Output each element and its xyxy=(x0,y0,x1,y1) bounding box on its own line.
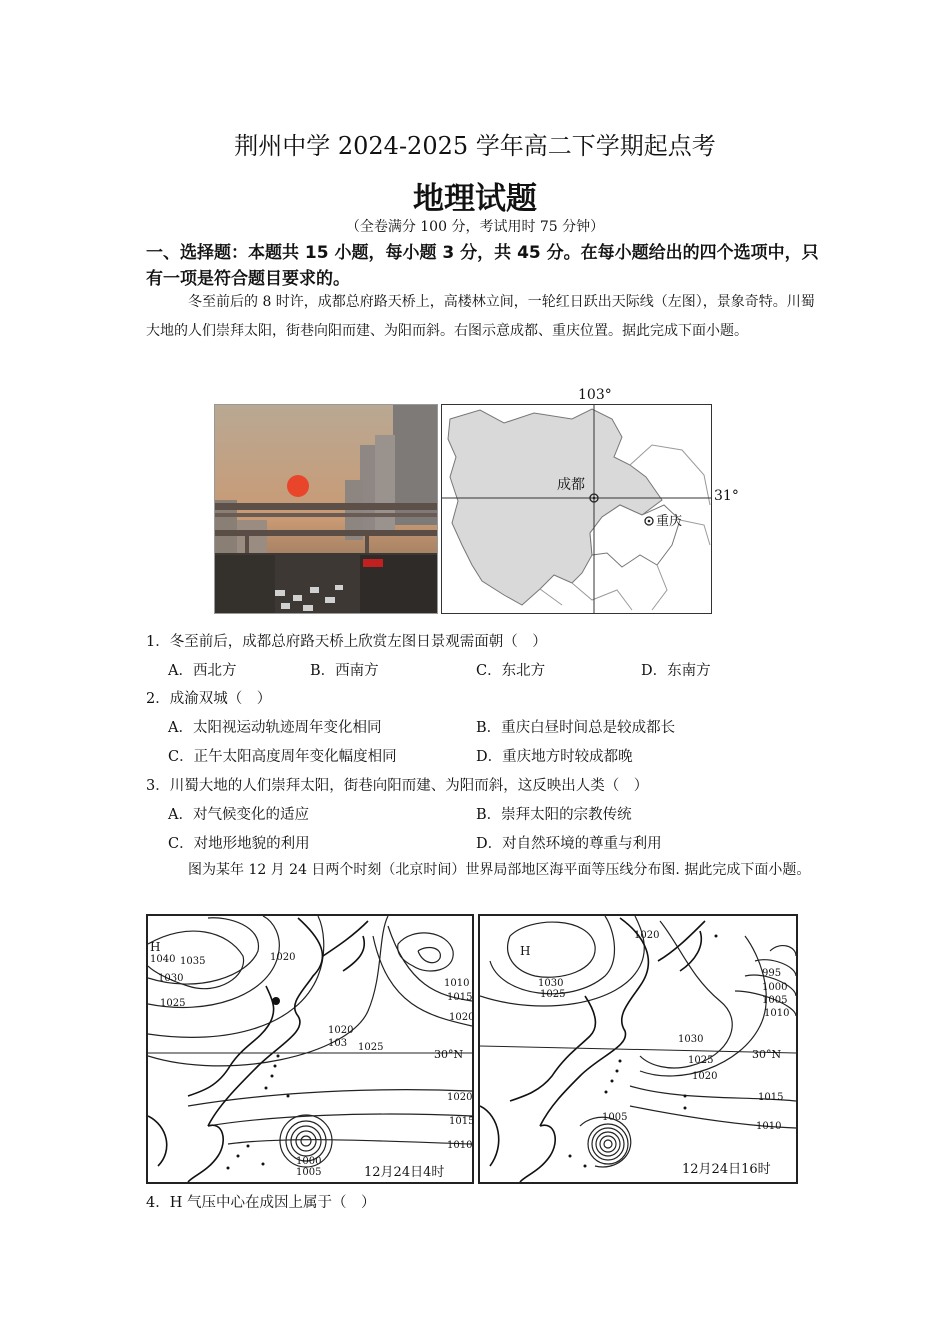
isobar-label: 1010 xyxy=(447,1140,473,1151)
question-2: 2．成渝双城（ ） xyxy=(146,691,272,707)
q3-option-a: A．对气候变化的适应 xyxy=(168,807,309,823)
isobar-label: 1020 xyxy=(328,1025,354,1036)
q3-option-d: D．对自然环境的尊重与利用 xyxy=(476,836,662,852)
q3-option-b: B．崇拜太阳的宗教传统 xyxy=(476,807,632,823)
isobar-label: 1000 xyxy=(762,982,788,993)
isobar-label: 995 xyxy=(762,968,782,979)
left-latitude-label: 30°N xyxy=(434,1048,464,1061)
chongqing-label: 重庆 xyxy=(656,514,683,529)
isobar-label: 1005 xyxy=(296,1167,322,1178)
right-map-caption: 12月24日16时 xyxy=(682,1162,771,1177)
latitude-label: 31° xyxy=(714,488,739,504)
exam-note: （全卷满分 100 分，考试用时 75 分钟） xyxy=(345,219,605,235)
isobar-label: 1025 xyxy=(688,1055,714,1066)
q1-option-d: D．东南方 xyxy=(641,663,711,679)
isobar-label: 1005 xyxy=(762,995,788,1006)
passage-1: 冬至前后的 8 时许，成都总府路天桥上，高楼林立间，一轮红日跃出天际线（左图），景象奇特。川蜀大地的人们崇拜太阳，街巷向阳而建、为阳而斜。右图示意成都、重庆位置。据此完成下面小题。 xyxy=(146,294,815,339)
isobar-label: 1030 xyxy=(678,1034,704,1045)
isobar-label: 1025 xyxy=(540,989,566,1000)
isobar-label: 103 xyxy=(328,1038,348,1049)
sunrise-photo xyxy=(214,404,438,614)
isobar-label: 1020 xyxy=(692,1071,718,1082)
q2-option-b: B．重庆白昼时间总是较成都长 xyxy=(476,720,676,736)
isobar-label: 1015 xyxy=(758,1092,784,1103)
right-high-pressure-label: H xyxy=(520,944,531,958)
q2-option-a: A．太阳视运动轨迹周年变化相同 xyxy=(168,720,382,736)
section-heading: 一、选择题：本题共 15 小题，每小题 3 分，共 45 分。在每小题给出的四个选项中，只有一项是符合题目要求的。 xyxy=(146,243,819,289)
q1-option-b: B．西南方 xyxy=(310,663,379,679)
isobar-label: 1025 xyxy=(160,998,186,1009)
q2-option-c: C．正午太阳高度周年变化幅度相同 xyxy=(168,749,397,765)
isobar-label: 1000 xyxy=(296,1156,322,1167)
isobar-label: 1025 xyxy=(358,1042,384,1053)
isobar-label: 1020 xyxy=(447,1092,473,1103)
sichuan-province-shape xyxy=(448,409,662,605)
isobar-map-4h xyxy=(146,914,474,1184)
question-1: 1．冬至前后，成都总府路天桥上欣赏左图日景观需面朝（ ） xyxy=(146,634,547,650)
isobar-label: 1005 xyxy=(602,1112,628,1123)
sichuan-chongqing-map xyxy=(441,404,712,614)
chengdu-label: 成都 xyxy=(557,477,585,493)
isobar-label: 1040 xyxy=(150,954,176,965)
left-map-caption: 12月24日4时 xyxy=(364,1165,445,1180)
isobar-label: 1020 xyxy=(270,952,296,963)
isobar-label: 1020 xyxy=(634,930,660,941)
q1-option-c: C．东北方 xyxy=(476,663,546,679)
q2-option-d: D．重庆地方时较成都晚 xyxy=(476,749,633,765)
q3-option-c: C．对地形地貌的利用 xyxy=(168,836,310,852)
isobar-label: 1030 xyxy=(158,973,184,984)
isobar-label: 1015 xyxy=(447,992,473,1003)
subject-title: 地理试题 xyxy=(413,181,537,217)
isobar-label: 1010 xyxy=(756,1121,782,1132)
isobar-label: 1035 xyxy=(180,956,206,967)
isobar-label: 1015 xyxy=(449,1116,475,1127)
isobar-label: 1030 xyxy=(538,978,564,989)
q1-option-a: A．西北方 xyxy=(168,663,237,679)
left-high-pressure-label: H xyxy=(150,940,161,954)
question-4: 4．H 气压中心在成因上属于（ ） xyxy=(146,1195,376,1211)
exam-title: 荆州中学 2024-2025 学年高二下学期起点考 xyxy=(234,132,716,160)
isobar-label: 1010 xyxy=(444,978,470,989)
isobar-label: 1020 xyxy=(449,1012,475,1023)
right-latitude-label: 30°N xyxy=(752,1048,782,1061)
passage-2: 图为某年 12 月 24 日两个时刻（北京时间）世界局部地区海平面等压线分布图. 据此完成下面小题。 xyxy=(188,862,811,878)
isobar-label: 1010 xyxy=(764,1008,790,1019)
question-3: 3．川蜀大地的人们崇拜太阳，街巷向阳而建、为阳而斜，这反映出人类（ ） xyxy=(146,778,649,794)
sun-icon xyxy=(287,475,309,497)
longitude-label: 103° xyxy=(578,387,612,403)
